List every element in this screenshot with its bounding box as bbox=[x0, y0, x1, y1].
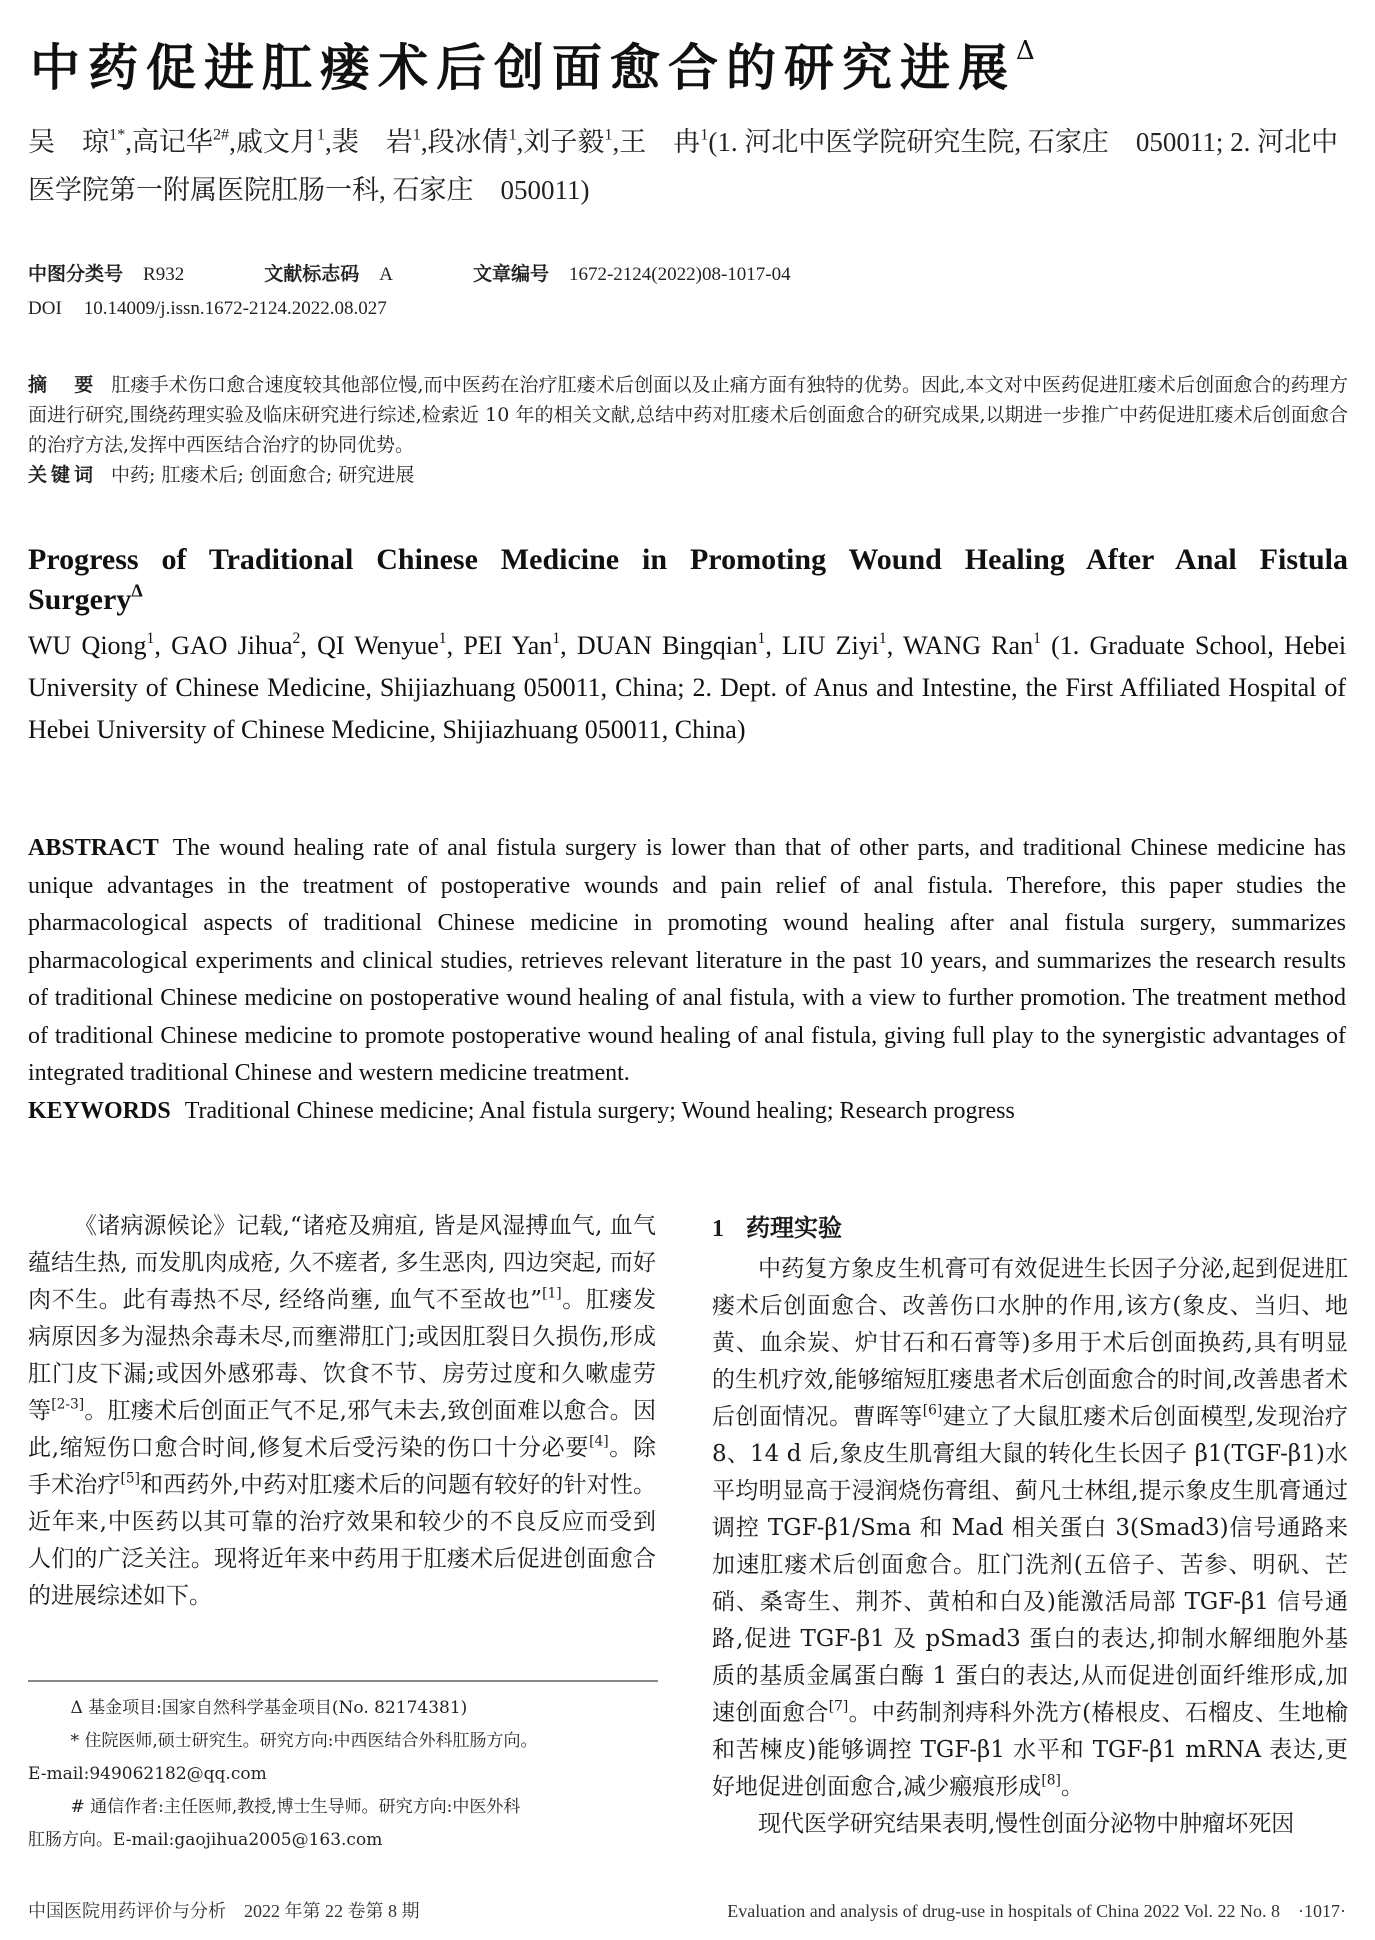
article-no-value: 1672-2124(2022)08-1017-04 bbox=[568, 264, 791, 285]
page-footer bbox=[28, 1897, 1346, 1923]
author: 段冰倩$^1$ bbox=[427, 125, 517, 157]
author: 裴 岩$^1$ bbox=[331, 125, 421, 157]
section-title: 药理实验 bbox=[746, 1213, 842, 1242]
doi-link[interactable]: 10.14009/j.issn.1672-2124.2022.08.027 bbox=[83, 298, 387, 319]
footnote-corresponding: # 通信作者:主任医师,教授,博士生导师。研究方向:中医外科 bbox=[70, 1797, 521, 1817]
body-column-left bbox=[28, 1208, 656, 1615]
abstract-text-cn: 肛瘘手术伤口愈合速度较其他部位慢,而中医药在治疗肛瘘术后创面以及止痛方面有独特的优势。因此,本文对中医药促进肛瘘术后创面愈合的药理方面进行研究,围绕药理实验及临床研究进行综述,检索近 10 年的相关文献,总结中药对肛瘘术后创面愈合的研究成果,以期进一步推广中药促进肛瘘术后创面愈合的治疗方法,发挥中西医结合治疗的协同优势。 bbox=[28, 374, 1348, 456]
doi-label: DOI bbox=[28, 298, 62, 319]
citation[interactable]: [1] bbox=[542, 1285, 562, 1302]
author: 戚文月$^1$ bbox=[235, 125, 325, 157]
citation[interactable]: [5] bbox=[120, 1470, 141, 1487]
journal-name-en: Evaluation and analysis of drug-use in hospitals of China 2022 Vol. 22 No. 8 ·1017· bbox=[727, 1901, 1346, 1921]
footnote-first-author: * 住院医师,硕士研究生。研究方向:中西医结合外科肛肠方向。 bbox=[70, 1731, 538, 1751]
citation[interactable]: [2-3] bbox=[51, 1396, 85, 1413]
fund-mark: Δ bbox=[131, 580, 143, 601]
article-title-en bbox=[28, 540, 1348, 620]
author: 高记华$^{2\#}$ bbox=[131, 125, 230, 157]
abstract-label-en: ABSTRACT bbox=[28, 835, 159, 861]
author: 王 冉$^1$ bbox=[619, 125, 709, 157]
doc-code-label: 文献标志码 bbox=[264, 264, 360, 285]
keywords-cn: 中药; 肛瘘术后; 创面愈合; 研究进展 bbox=[111, 464, 415, 486]
citation[interactable]: [4] bbox=[589, 1433, 609, 1450]
footnotes bbox=[28, 1692, 658, 1857]
author: GAO Jihua$^2$ bbox=[171, 630, 301, 660]
section-number: 1 bbox=[712, 1216, 724, 1242]
intro-paragraph: 《诸病源候论》记载,“诸疮及痈疽, 皆是风湿搏血气, 血气蕴结生热, 而发肌肉成疮, 久不瘥者, 多生恶肉, 四边突起, 而好肉不生。此有毒热不尽, 经络尚壅, 血气不至故也”[1]。肛瘘发病原因多为湿热余毒未尽,而壅滞肛门;或因肛裂日久损伤,形成肛门皮下漏;或因外感邪毒、饮食不节、房劳过度和久嗽虚劳等[2-3]。肛瘘术后创面正气不足,邪气未去,致创面难以愈合。因此,缩短伤口愈合时间,修复术后受污染的伤口十分必要[4]。除手术治疗[5]和西药外,中药对肛瘘术后的问题有较好的针对性。近年来,中医药以其可靠的治疗效果和较少的不良反应而受到人们的广泛关注。现将近年来中药用于肛瘘术后促进创面愈合的进展综述如下。 bbox=[28, 1213, 657, 1609]
authors-cn: 吴 琼$^{1*}$,高记华$^{2\#}$,戚文月$^1$,裴 岩$^1$,段冰倩$^1$,刘子毅$^1$,王 冉$^1$(1. 河北中医学院研究生院, 石家庄 050011; 2. 河北中医学院第一附属医院肛肠一科, 石家庄 050011) bbox=[28, 125, 1339, 205]
abstract-cn bbox=[28, 370, 1348, 490]
author: PEI Yan$^1$ bbox=[463, 630, 561, 660]
footnote-first-author-email[interactable]: E-mail:949062182@qq.com bbox=[28, 1764, 267, 1784]
footnote-divider bbox=[28, 1680, 658, 1682]
citation[interactable]: [8] bbox=[1041, 1772, 1061, 1789]
author: LIU Ziyi$^1$ bbox=[782, 630, 887, 660]
authors-en: WU Qiong$^1$, GAO Jihua$^2$, QI Wenyue$^1$, PEI Yan$^1$, DUAN Bingqian$^1$, LIU Ziyi$^1$, WANG Ran$^1$ (1. Graduate School, Hebei University of Chinese Medicine, Shijiazhuang 050011, China; 2. Dept. of Anus and Intestine, the First Affiliated Hospital of Hebei University of Chinese Medicine, Shijiazhuang 050011, China) bbox=[28, 630, 1347, 744]
author: WANG Ran$^1$ bbox=[902, 630, 1041, 660]
section-heading bbox=[712, 1208, 1348, 1249]
article-title-cn bbox=[30, 28, 1035, 100]
keywords-label-cn: 关键词 bbox=[28, 464, 98, 486]
journal-name-cn: 中国医院用药评价与分析 2022 年第 22 卷第 8 期 bbox=[28, 1901, 420, 1921]
author: 刘子毅$^1$ bbox=[523, 125, 613, 157]
article-no-label: 文章编号 bbox=[472, 264, 549, 285]
affiliations-en: (1. Graduate School, Hebei University of Chinese Medicine, Shijiazhuang 050011, China; 2. Dept. of Anus and Intestine, the First Affiliated Hospital of Hebei University of Chinese Medicine, Shijiazhuang 050011, China) bbox=[28, 631, 1347, 744]
abstract-text-en: The wound healing rate of anal fistula surgery is lower than that of other parts, and traditional Chinese medicine has unique advantages in the treatment of postoperative wounds and pain relief of anal fistula. Therefore, this paper studies the pharmacological aspects of traditional Chinese medicine in promoting wound healing after anal fistula surgery, summarizes pharmacological experiments and clinical studies, retrieves relevant literature in the past 10 years, and summarizes the research results of traditional Chinese medicine on postoperative wound healing of anal fistula, with a view to further promotion. The treatment method of traditional Chinese medicine to promote postoperative wound healing of anal fistula, giving full play to the synergistic advantages of integrated traditional Chinese and western medicine treatment. bbox=[28, 835, 1346, 1086]
keywords-en: Traditional Chinese medicine; Anal fistula surgery; Wound healing; Research progress bbox=[184, 1097, 1015, 1124]
title-text-en: Progress of Traditional Chinese Medicine in Promoting Wound Healing After Anal Fistula Surgery bbox=[28, 543, 1348, 616]
abstract-en bbox=[28, 830, 1346, 1130]
fund-mark: Δ bbox=[1016, 36, 1035, 66]
footnote-fund: Δ 基金项目:国家自然科学基金项目(No. 82174381) bbox=[70, 1698, 468, 1718]
body-column-right bbox=[712, 1208, 1348, 1843]
author: DUAN Bingqian$^1$ bbox=[576, 630, 766, 660]
citation[interactable]: [7] bbox=[828, 1698, 849, 1715]
citation[interactable]: [6] bbox=[922, 1402, 943, 1419]
doc-code-value: A bbox=[379, 264, 393, 285]
clc-label: 中图分类号 bbox=[28, 264, 124, 285]
footnote-corresponding-email[interactable]: 肛肠方向。E-mail:gaojihua2005@163.com bbox=[28, 1830, 383, 1850]
author: 吴 琼$^{1*}$ bbox=[28, 125, 126, 157]
author: WU Qiong$^1$ bbox=[28, 630, 155, 660]
abstract-label-cn: 摘 要 bbox=[28, 374, 98, 396]
article-meta bbox=[28, 258, 871, 326]
body-paragraph: 中药复方象皮生机膏可有效促进生长因子分泌,起到促进肛瘘术后创面愈合、改善伤口水肿的作用,该方(象皮、当归、地黄、血余炭、炉甘石和石膏等)多用于术后创面换药,具有明显的生机疗效,能够缩短肛瘘患者术后创面愈合的时间,改善患者术后创面情况。曹晖等[6]建立了大鼠肛瘘术后创面模型,发现治疗 8、14 d 后,象皮生肌膏组大鼠的转化生长因子 β1(TGF-β1)水平均明显高于浸润烧伤膏组、蓟凡士林组,提示象皮生肌膏通过调控 TGF-β1/Sma 和 Mad 相关蛋白 3(Smad3)信号通路来加速肛瘘术后创面愈合。肛门洗剂(五倍子、苦参、明矾、芒硝、桑寄生、荆芥、黄柏和白及)能激活局部 TGF-β1 信号通路,促进 TGF-β1 及 pSmad3 蛋白的表达,抑制水解细胞外基质的基质金属蛋白酶 1 蛋白的表达,从而促进创面纤维形成,加速创面愈合[7]。中药制剂痔科外洗方(椿根皮、石榴皮、生地榆和苦楝皮)能够调控 TGF-β1 水平和 TGF-β1 mRNA 表达,更好地促进创面愈合,减少瘢痕形成[8]。 bbox=[712, 1256, 1349, 1800]
keywords-label-en: KEYWORDS bbox=[28, 1097, 171, 1124]
clc-value: R932 bbox=[143, 264, 185, 285]
title-text: 中药促进肛瘘术后创面愈合的研究进展 bbox=[30, 38, 1016, 97]
body-paragraph: 现代医学研究结果表明,慢性创面分泌物中肿瘤坏死因 bbox=[758, 1811, 1295, 1837]
author: QI Wenyue$^1$ bbox=[317, 630, 447, 660]
affiliations-cn: (1. 河北中医学院研究生院, 石家庄 050011; 2. 河北中医学院第一附属医院肛肠一科, 石家庄 050011) bbox=[28, 127, 1339, 205]
